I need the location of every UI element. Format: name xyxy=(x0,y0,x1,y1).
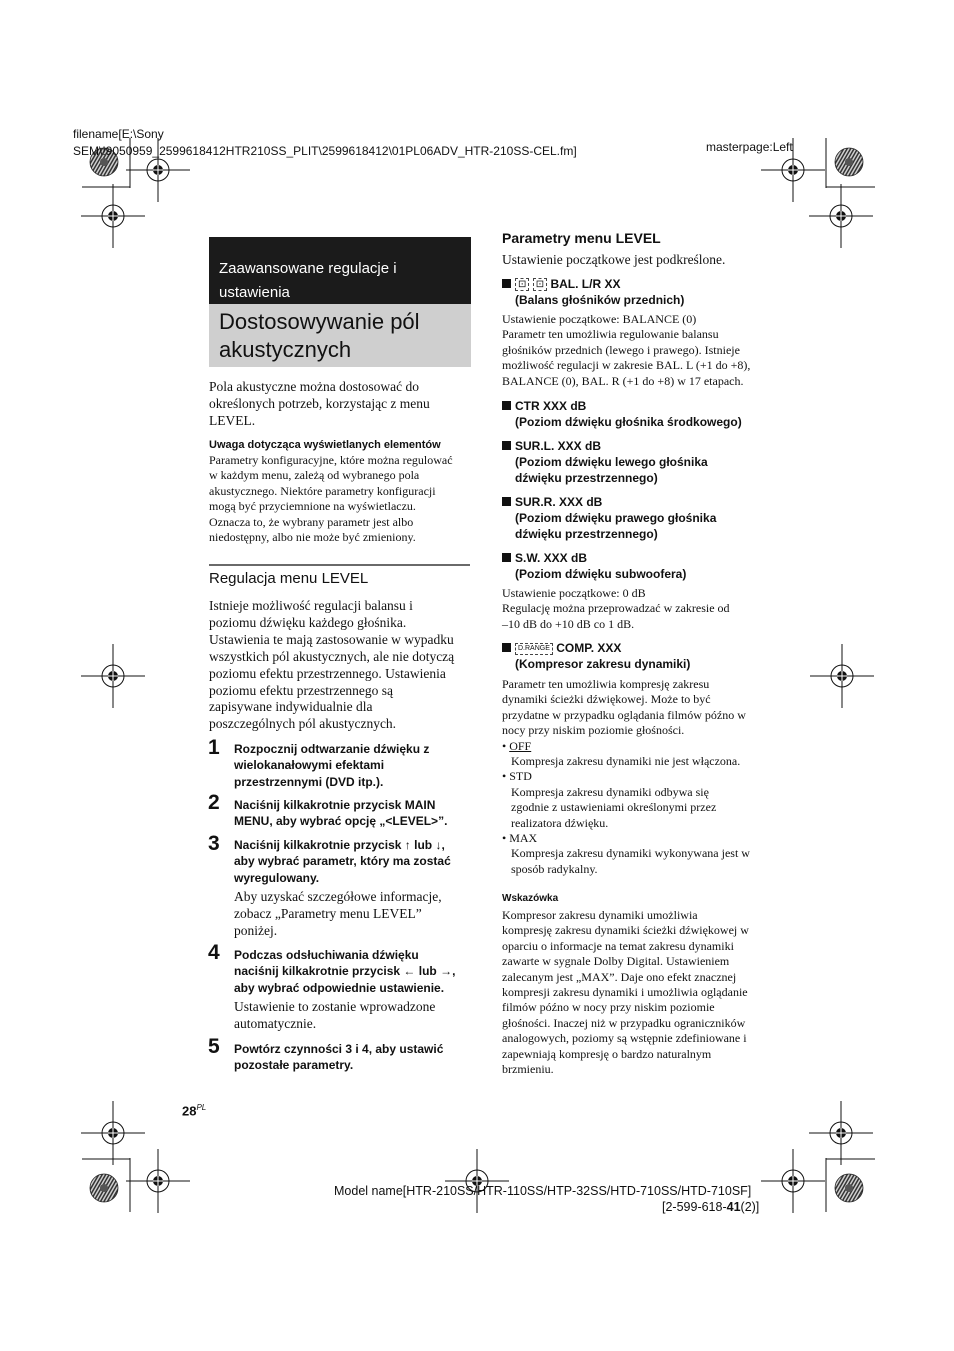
tip-line: brzmieniu. xyxy=(502,1062,554,1077)
square-bullet-icon xyxy=(502,497,511,506)
intro-line: LEVEL. xyxy=(209,412,256,428)
intro-line: Pola akustyczne można dostosować do xyxy=(209,379,419,394)
param-initial: Ustawienie początkowe: 0 dB xyxy=(502,586,646,600)
right-arrow-icon: → xyxy=(440,964,453,979)
tip-line: zawarte w sygnale Dolby Digital. Ustawieniem xyxy=(502,954,730,969)
params-subtitle: Ustawienie początkowe jest podkreślone. xyxy=(502,252,726,267)
section-divider xyxy=(209,564,470,566)
tip-line: oparciu o informacje na temat zakresu dynamiki xyxy=(502,938,734,953)
square-bullet-icon xyxy=(502,401,511,410)
crosshair-mark xyxy=(810,644,874,708)
step-word: lub xyxy=(414,838,433,852)
tip-line: kompresji zakresu dynamiki i umożliwia oglądanie xyxy=(502,985,748,1000)
param-comp-text xyxy=(502,677,768,877)
step-3 xyxy=(234,837,474,886)
left-arrow-icon: ← xyxy=(403,964,416,979)
step-number: 3 xyxy=(208,832,220,855)
param-line: Regulację można przeprowadzać w zakresie od xyxy=(502,601,730,616)
param-name: CTR XXX dB xyxy=(515,399,587,413)
crosshair-mark xyxy=(445,1149,509,1213)
param-desc: (Poziom dźwięku głośnika środkowego) xyxy=(515,415,742,429)
param-desc: (Balans głośników przednich) xyxy=(515,293,685,307)
note-line: mogą być przyciemnione na wyświetlaczu. xyxy=(209,499,416,514)
step-number: 2 xyxy=(208,791,220,814)
param-desc: dźwięku przestrzennego) xyxy=(515,527,658,541)
params-heading: Parametry menu LEVEL xyxy=(502,230,661,246)
square-bullet-icon xyxy=(502,441,511,450)
square-bullet-icon xyxy=(502,279,511,288)
param-desc: (Poziom dźwięku subwoofera) xyxy=(515,567,687,581)
step-line: MENU, aby wybrać opcję „<LEVEL>”. xyxy=(234,814,448,829)
level-paragraph xyxy=(209,598,471,733)
code-part: [2-599-618- xyxy=(662,1200,727,1214)
level-line: Istnieje możliwość regulacji balansu i xyxy=(209,598,413,613)
masterpage-label: masterpage:Left xyxy=(706,140,793,154)
square-bullet-icon xyxy=(502,553,511,562)
step-line: pozostałe parametry. xyxy=(234,1058,354,1073)
param-line: dynamiki ścieżki dźwiękowej. Może to być xyxy=(502,692,711,707)
section-tab-line: ustawienia xyxy=(219,284,290,301)
option-desc: Kompresja zakresu dynamiki nie jest włączona. xyxy=(511,754,741,769)
param-bal xyxy=(502,276,768,308)
param-desc: (Kompresor zakresu dynamiki) xyxy=(515,657,691,671)
page-number-value: 28 xyxy=(182,1103,197,1119)
bullet-icon: • xyxy=(502,831,507,846)
model-name: Model name[HTR-210SS/HTR-110SS/HTP-32SS/HTD-710SS/HTD-710SF] xyxy=(334,1184,752,1198)
param-name: SUR.L. XXX dB xyxy=(515,439,602,453)
up-arrow-icon: ↑ xyxy=(404,838,411,852)
param-line: przydatne w przypadku oglądania filmów późno w xyxy=(502,707,746,722)
option-desc: realizatora dźwięku. xyxy=(511,815,609,830)
param-name: S.W. XXX dB xyxy=(515,551,588,565)
param-desc: dźwięku przestrzennego) xyxy=(515,471,658,485)
param-sw xyxy=(502,550,768,582)
section-tab xyxy=(209,237,471,304)
step-line: naciśnij kilkakrotnie przycisk xyxy=(234,964,401,979)
page-title-line: Dostosowywanie pól xyxy=(219,309,420,334)
display-note xyxy=(209,438,471,545)
tip-line: analogowych, poziomy są wstępnie zdefiniowane i xyxy=(502,1031,747,1046)
option-std: STD xyxy=(509,769,532,784)
step-note-line: Aby uzyskać szczegółowe informacje, xyxy=(234,889,442,904)
param-name: SUR.R. XXX dB xyxy=(515,495,603,509)
down-arrow-icon: ↓ xyxy=(435,838,442,852)
param-comp xyxy=(502,640,768,672)
note-line: w każdym menu, zależą od wybranego pola xyxy=(209,468,420,483)
intro-paragraph xyxy=(209,379,471,430)
param-sw-text xyxy=(502,586,768,632)
step-2 xyxy=(234,797,474,830)
level-line: poziomu dźwięku każdego głośnika. xyxy=(209,614,407,630)
step-line: wielokanałowymi efektami xyxy=(234,758,385,773)
tip-box xyxy=(502,892,768,1077)
page-language: PL xyxy=(196,1103,207,1112)
step-4-note xyxy=(234,999,474,1033)
param-line: głośników przednich (lewego i prawego). Istnieje xyxy=(502,342,740,357)
option-desc: Kompresja zakresu dynamiki odbywa się xyxy=(511,784,709,799)
page-title xyxy=(209,304,471,367)
intro-line: określonych potrzeb, korzystając z menu xyxy=(209,395,430,411)
step-note-line: zobacz „Parametry menu LEVEL” xyxy=(234,905,422,921)
subsection-heading: Regulacja menu LEVEL xyxy=(209,570,369,587)
param-surl xyxy=(502,438,768,486)
page-title-line: akustycznych xyxy=(219,337,352,362)
step-3-note xyxy=(234,889,474,940)
option-off: OFF xyxy=(509,738,532,753)
note-line: Parametry konfiguracyjne, które można regulować xyxy=(209,453,453,467)
step-1 xyxy=(234,741,474,790)
crosshair-mark xyxy=(81,1101,145,1165)
param-initial: Ustawienie początkowe: BALANCE (0) xyxy=(502,312,697,326)
crosshair-mark xyxy=(126,1149,190,1213)
step-line: wyregulowany. xyxy=(234,870,320,885)
step-5 xyxy=(234,1041,474,1074)
option-desc: Kompresja zakresu dynamiki wykonywana jest w xyxy=(511,846,750,861)
crosshair-mark xyxy=(81,184,145,248)
step-number: 5 xyxy=(208,1035,220,1058)
param-line: BALANCE (0), BAL. R (+1 do +8) w 17 etapach. xyxy=(502,373,744,388)
param-line: Parametr ten umożliwia regulowanie balansu xyxy=(502,327,719,342)
section-tab-line: Zaawansowane regulacje i xyxy=(219,260,397,277)
param-desc: (Poziom dźwięku lewego głośnika xyxy=(515,455,708,469)
param-line: nocy przy niskim poziomie głośności. xyxy=(502,723,685,738)
step-line: Naciśnij kilkakrotnie przycisk MAIN xyxy=(234,798,436,812)
note-line: Oznacza to, że wybrany parametr jest albo xyxy=(209,514,414,529)
d-range-icon: D.RANGE xyxy=(515,643,553,655)
code-part: 41 xyxy=(726,1200,741,1214)
step-word: , xyxy=(452,964,456,979)
filename-line-2: SEM\!9050959_2599618412HTR210SS_PLIT\2599618412\01PL06ADV_HTR-210SS-CEL.fm] xyxy=(73,144,577,158)
note-line: niedostępny, albo nie może być zmieniony. xyxy=(209,530,416,545)
option-desc: sposób radykalny. xyxy=(511,861,598,876)
param-ctr xyxy=(502,398,768,430)
param-line: –10 dB do +10 dB co 1 dB. xyxy=(502,616,635,631)
note-heading: Uwaga dotycząca wyświetlanych elementów xyxy=(209,439,441,451)
front-right-speaker-icon: ⊡ xyxy=(533,278,547,291)
level-line: poszczególnych pól akustycznych. xyxy=(209,716,397,732)
step-line: aby wybrać odpowiednie ustawienie. xyxy=(234,980,445,995)
page-number xyxy=(182,1103,206,1118)
step-4 xyxy=(234,947,474,996)
crosshair-mark xyxy=(809,1101,873,1165)
tip-line: kompresję zakresu dynamiki ścieżki dźwiękowej w xyxy=(502,923,749,938)
tip-line: Kompresor zakresu dynamiki umożliwia xyxy=(502,908,698,922)
code-part: (2)] xyxy=(740,1200,760,1214)
step-number: 1 xyxy=(208,736,220,759)
step-word: lub xyxy=(418,964,437,979)
step-line: aby wybrać parametr, który ma zostać xyxy=(234,854,451,869)
step-note-line: Ustawienie to zostanie wprowadzone xyxy=(234,999,436,1014)
color-star-mark xyxy=(835,148,863,176)
step-line: Naciśnij kilkakrotnie przycisk xyxy=(234,838,402,852)
level-line: poziomu efektu przestrzennego są xyxy=(209,682,394,698)
option-desc: zgodnie z ustawieniami określonymi przez xyxy=(511,800,717,815)
bullet-icon: • xyxy=(502,738,507,753)
file-info xyxy=(73,126,577,160)
square-bullet-icon xyxy=(502,643,511,652)
param-surr xyxy=(502,494,768,542)
note-line: akustycznego. Niektóre parametry konfiguracji xyxy=(209,483,436,498)
level-line: Ustawienia te mają zastosowanie w wypadku xyxy=(209,631,454,647)
step-number: 4 xyxy=(208,941,220,964)
tip-line: filmów późno w nocy przy niskim poziomie xyxy=(502,1000,715,1015)
tip-heading: Wskazówka xyxy=(502,893,559,904)
front-left-speaker-icon: ⊡ xyxy=(515,278,529,291)
step-line: Rozpocznij odtwarzanie dźwięku z xyxy=(234,742,430,756)
level-line: zapisywane indywidualnie dla xyxy=(209,699,373,715)
step-note-line: poniżej. xyxy=(234,922,278,938)
document-code xyxy=(662,1199,759,1216)
crosshair-mark xyxy=(809,184,873,248)
tip-line: głośności. Inaczej niż w przypadku ograniczników xyxy=(502,1015,746,1030)
param-desc: (Poziom dźwięku prawego głośnika xyxy=(515,511,717,525)
color-star-mark xyxy=(835,1174,863,1202)
level-line: poziomu efektu przestrzennego. Ustawienia xyxy=(209,665,446,681)
param-name: COMP. XXX xyxy=(556,641,622,655)
step-line: przestrzennymi (DVD itp.). xyxy=(234,774,384,789)
tip-line: zapewniają kompresję o bardzo naturalnym xyxy=(502,1046,712,1061)
crosshair-mark xyxy=(761,1149,825,1213)
crosshair-mark xyxy=(81,644,145,708)
step-word: , xyxy=(441,838,445,852)
param-line: możliwość regulacji w zakresie BAL. L (+1 do +8), xyxy=(502,358,751,373)
step-line: Powtórz czynności 3 i 4, aby ustawić xyxy=(234,1042,444,1056)
param-name: BAL. L/R XX xyxy=(550,277,621,291)
step-line: Podczas odsłuchiwania dźwięku xyxy=(234,948,419,962)
param-bal-text xyxy=(502,312,768,389)
option-max: MAX xyxy=(509,831,538,846)
param-line: Parametr ten umożliwia kompresję zakresu xyxy=(502,677,710,691)
step-note-line: automatycznie. xyxy=(234,1015,317,1031)
color-star-mark xyxy=(90,1174,118,1202)
level-line: wszystkich pól akustycznych, ale nie dotyczą xyxy=(209,648,455,664)
bullet-icon: • xyxy=(502,769,507,784)
filename-line-1: filename[E:\Sony xyxy=(73,127,164,141)
tip-line: zalecanym jest „MAX”. Daje ono efekt znacznej xyxy=(502,969,737,984)
